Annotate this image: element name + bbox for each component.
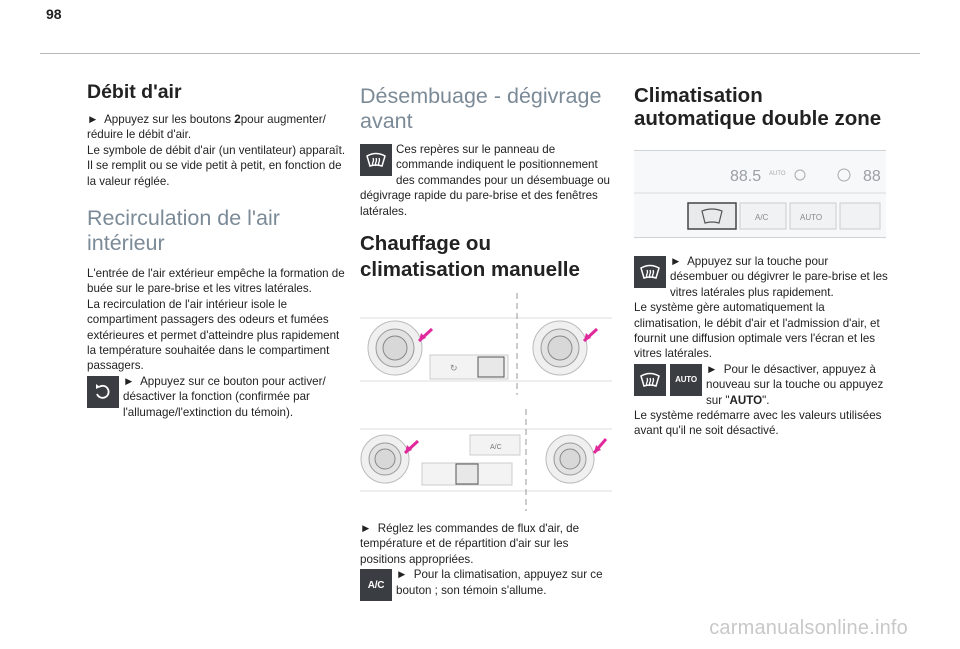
clim-auto-title: Climatisation automatique double zone <box>634 84 882 130</box>
auto-panel-figure-art <box>634 151 886 237</box>
manual-paragraph-1: ► Réglez les commandes de flux d'air, de température et de répartition d'air sur les positions appropriées. <box>360 522 580 566</box>
recirc-paragraph-2: La recirculation de l'air intérieur isole le compartiment passagers des odeurs et fumées extérieures et permet d'atteindre plus rapidement la température souhaitée dans le compartiment passagers. <box>87 297 340 373</box>
display-mode: AUTO <box>769 171 786 177</box>
windshield-defrost-icon <box>360 144 392 176</box>
recirc-paragraph-1: L'entrée de l'air extérieur empêche la formation de buée sur le pare-brise et les vitres latérales. <box>87 267 345 296</box>
manual-title: Chauffage ou climatisation manuelle <box>360 232 580 282</box>
recirc-instruction: ► Appuyez sur ce bouton pour activer/ désactiver la fonction (confirmée par l'allumage/l'extinction du témoin). <box>87 374 347 420</box>
watermark: carmanualsonline.info <box>709 617 908 639</box>
auto-paragraph-3: AUTO ► Pour le désactiver, appuyez à nouveau sur la touche ou appuyez sur "AUTO". <box>634 362 888 408</box>
manual-paragraph-2: A/C ► Pour la climatisation, appuyez sur ce bouton ; son témoin s'allume. <box>360 567 612 598</box>
bullet-arrow: ► <box>87 113 99 126</box>
manual-panel-figure-2 <box>360 409 612 511</box>
manual-panel-figure-1 <box>360 293 612 395</box>
auto-panel-figure <box>634 150 886 238</box>
display-right-temp: 88 <box>863 168 881 185</box>
desembuage-paragraph: Ces repères sur le panneau de commande indiquent le positionnement des commandes pour un désembuage ou dégivrage rapide du pare-brise et des fenêtres latérales. <box>360 143 610 218</box>
fig-auto-button: AUTO <box>800 213 823 222</box>
display-left-temp: 88.5 <box>730 168 762 185</box>
fig-ac-label: A/C <box>490 444 502 452</box>
debit-paragraph-2: Le symbole de débit d'air (un ventilateur) apparaît. Il se remplit ou se vide petit à petit, en fonction de la valeur réglée. <box>87 143 346 188</box>
recirculation-icon <box>87 376 119 408</box>
manual-panel-figure-1-art <box>360 293 612 395</box>
fig-ac-button: A/C <box>755 213 769 222</box>
ac-button-icon: A/C <box>360 569 392 601</box>
manual-panel-figure-2-art <box>360 409 612 511</box>
column-2 <box>360 80 612 601</box>
auto-paragraph-1: ► Appuyez sur la touche pour désembuer ou dégivrer le pare-brise et les vitres latérales plus rapidement. <box>634 254 888 300</box>
windshield-defrost-icon-3 <box>634 364 666 396</box>
windshield-defrost-icon-2 <box>634 256 666 288</box>
column-1 <box>87 80 347 420</box>
auto-paragraph-4: Le système redémarre avec les valeurs utilisées avant qu'il ne soit désactivé. <box>634 409 882 438</box>
debit-title: Débit d'air <box>87 81 182 103</box>
svg-text:↻: ↻ <box>450 363 458 374</box>
header-divider <box>40 53 920 54</box>
column-3 <box>634 80 888 439</box>
auto-button-icon: AUTO <box>670 364 702 396</box>
recirc-title: Recirculation de l'air intérieur <box>87 206 280 256</box>
page-number: 98 <box>46 6 62 22</box>
desembuage-title: Désembuage - dégivrage avant <box>360 84 602 133</box>
debit-paragraph-1: ► Appuyez sur les boutons 2pour augmenter/ réduire le débit d'air. <box>87 113 326 142</box>
auto-paragraph-2: Le système gère automatiquement la climatisation, le débit d'air et l'admission d'air, et fournit une diffusion optimale vers l'écran et les vitres latérales. <box>634 301 880 361</box>
